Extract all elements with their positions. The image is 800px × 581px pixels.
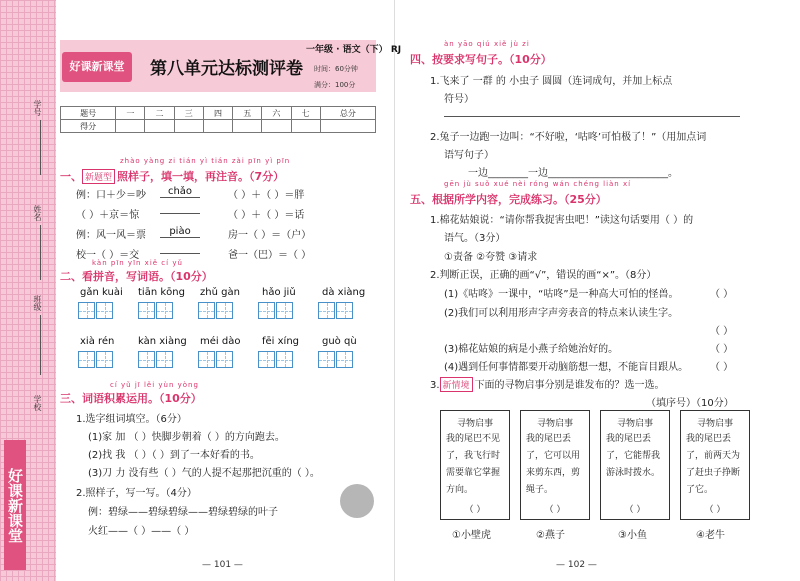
s1-line2-answer[interactable] [160,213,200,214]
section2-pinyin: kàn pīn yīn xiě cí yǔ [92,259,183,267]
school-label: 学校 [33,395,42,411]
section2-title: 二、看拼音，写词语。（10分） [60,270,213,283]
section4-title: 四、按要求写句子。（10分） [410,53,552,66]
s3-q2-example: 例：碧绿——碧绿碧绿——碧绿碧绿的叶子 [88,507,278,518]
judgement-paren[interactable]: （ ） [710,326,734,337]
writing-grid-box[interactable] [156,302,173,319]
name-line [40,225,41,280]
brand-logo: 好课新课堂 [62,52,132,82]
score-table-score-row [61,120,376,133]
notice-card-answer[interactable]: （ ） [704,505,726,515]
writing-grid-box[interactable] [216,351,233,368]
score-input-cell[interactable] [116,120,145,133]
pinyin-word: xià rén [80,336,115,347]
pinyin-word: méi dào [200,336,241,347]
score-table [60,106,376,133]
writing-grid-box[interactable] [138,302,155,319]
choice-option[interactable]: ②燕子 [536,530,565,541]
notice-card-body: 我的尾巴丢了，它可以用来剪东西，剪绳子。 [526,434,581,495]
s5-q2-item1: (1)《咕咚》一课中，“咕咚”是一种高大可怕的怪兽。 [444,289,679,300]
s5-q1-cont: 语气。（3分） [444,233,506,244]
s1-line3-right[interactable]: 房一（ ）＝（户） [228,230,312,241]
s3-q1-line1[interactable]: (1)家 加 （ ）快脚步朝着（ ）的方向跑去。 [88,432,285,443]
s1-line1-left: 例：口＋少＝吵 [76,190,146,201]
section1-pinyin: zhào yàng zi tián yì tián zài pīn yì pīn [120,157,291,165]
writing-grid-box[interactable] [96,302,113,319]
judgement-paren[interactable]: （ ） [710,289,734,300]
notice-card [440,410,510,520]
section4-pinyin: àn yāo qiú xiě jù zi [444,40,530,48]
s4-q2-answer-line[interactable]: 一边________一边________________________。 [468,168,678,179]
score-table-cell: 题号 [61,107,116,120]
score-input-cell[interactable] [320,120,375,133]
score-input-cell[interactable] [203,120,232,133]
name-label: 姓名 [33,205,42,221]
s4-q1-cont: 符号） [444,94,474,105]
s1-line2-right[interactable]: （ ）＋（ ）＝话 [228,210,305,221]
page-number-right: — 102 — [556,560,597,570]
score-table-cell: 五 [233,107,262,120]
page-spine [394,0,395,581]
score-table-cell: 四 [203,107,232,120]
notice-card-answer[interactable]: （ ） [464,505,486,515]
s5-q1[interactable]: 1.棉花姑娘说：“请你帮我捉害虫吧！”读这句话要用（ ）的 [430,215,694,226]
score-input-cell[interactable] [145,120,174,133]
page-number-left: — 101 — [202,560,243,570]
score-table-cell: 六 [262,107,291,120]
s1-line3-left: 例：风一风＝票 [76,230,146,241]
notice-card-answer[interactable]: （ ） [544,505,566,515]
s5-q2-item2: (2)我们可以利用形声字声旁表音的特点来认读生字。 [444,308,679,319]
judgement-paren[interactable]: （ ） [710,362,734,373]
s4-q1: 1.飞来了 一群 的 小虫子 圆圆（连词成句，并加上标点 [430,76,673,87]
writing-grid-box[interactable] [78,351,95,368]
pinyin-word: hǎo jiǔ [262,287,296,298]
section1-title: 照样子，填一填，再注音。（7分） [117,170,285,183]
brand-vertical-logo: 好课新课堂 [4,440,26,570]
writing-grid-box[interactable] [336,302,353,319]
new-type-tag: 新题型 [82,169,115,184]
notice-card-body: 我的尾巴丢了，它能帮我游泳时拨水。 [606,434,661,478]
class-line [40,315,41,375]
time-limit: 时间：60分钟 [314,65,358,73]
writing-grid-box[interactable] [78,302,95,319]
section1-heading: 一、 新题型 照样子，填一填，再注音。（7分） [60,170,285,183]
pinyin-word: fēi xíng [262,336,300,347]
s1-line1-right[interactable]: （ ）＋（ ）＝胖 [228,190,305,201]
score-input-cell[interactable] [233,120,262,133]
pinyin-word: tiān kōng [138,287,185,298]
score-table-cell: 一 [116,107,145,120]
notice-card [520,410,590,520]
student-id-line [40,120,41,175]
writing-grid-box[interactable] [96,351,113,368]
s1-line1-answer[interactable]: chǎo [160,186,200,198]
section3-pinyin: cí yǔ jī lěi yùn yòng [110,381,199,389]
writing-grid-box[interactable] [138,351,155,368]
s5-q3: 3. 新情境 下面的寻物启事分别是谁发布的？选一选。 [430,376,665,392]
notice-card-answer[interactable]: （ ） [624,505,646,515]
writing-grid-box[interactable] [276,302,293,319]
writing-grid-box[interactable] [258,302,275,319]
choice-option[interactable]: ①小壁虎 [452,530,491,541]
s1-line4-answer[interactable] [160,253,200,254]
writing-grid-box[interactable] [216,302,233,319]
s3-q1: 1.选字组词填空。（6分） [76,414,187,425]
pinyin-word: guò qù [322,336,357,347]
pinyin-word: dà xiàng [322,287,366,298]
s1-line4-right[interactable]: 爸一（巴）＝（ ） [228,250,312,261]
score-table-cell: 七 [291,107,320,120]
s5-q2-item3: (3)棉花姑娘的病是小燕子给她治好的。 [444,344,619,355]
score-input-cell[interactable] [174,120,203,133]
notice-card-title: 寻物启事 [456,419,493,429]
writing-grid-box[interactable] [198,351,215,368]
writing-grid-box[interactable] [258,351,275,368]
section5-title: 五、根据所学内容，完成练习。（25分） [410,193,607,206]
score-input-cell[interactable] [291,120,320,133]
writing-grid-box[interactable] [276,351,293,368]
notice-card-body: 我的尾巴不见了，我飞行时需要靠它掌握方向。 [446,434,501,495]
s1-line3-answer[interactable]: piào [160,226,200,238]
pinyin-word: kàn xiàng [138,336,187,347]
writing-grid-box[interactable] [198,302,215,319]
notice-card-title: 寻物启事 [536,419,573,429]
s5-q3-note: （填序号）（10分） [646,398,734,409]
grade-subject: 一年级 · 语文（下） RJ [306,45,402,55]
score-row-label: 得分 [61,120,116,133]
writing-grid-box[interactable] [318,351,335,368]
notice-card-title: 寻物启事 [616,419,653,429]
full-score: 满分：100分 [314,81,356,89]
notice-card-title: 寻物启事 [696,419,733,429]
s1-line2-left[interactable]: （ ）＋京＝惊 [76,210,140,221]
writing-grid-box[interactable] [156,351,173,368]
notice-card-body: 我的尾巴丢了，前两天为了赶虫子挣断了它。 [686,434,741,495]
s3-q2: 2.照样子，写一写。（4分） [76,488,197,499]
binding-margin-strip [0,0,56,581]
s5-q2-item4: (4)遇到任何事情都要开动脑筋想一想，不能盲目跟从。 [444,362,689,373]
s1-line4-left[interactable]: 校一（ ）＝交 [76,250,140,261]
score-table-cell: 二 [145,107,174,120]
s4-q1-answer-line[interactable] [444,116,740,117]
score-table-header-row [61,107,376,120]
judgement-paren[interactable]: （ ） [710,344,734,355]
score-table-cell: 总分 [320,107,375,120]
s5-q2: 2.判断正误，正确的画“√”，错误的画“×”。（8分） [430,270,657,281]
section5-pinyin: gēn jù suǒ xué nèi róng wán chéng liàn xí [444,180,632,188]
s5-q3-text: 下面的寻物启事分别是谁发布的？选一选。 [474,380,665,391]
s4-q2-cont: 语写句子） [444,150,494,161]
page-title: 第八单元达标测评卷 [150,59,303,79]
class-label: 班级 [33,295,42,311]
writing-grid-box[interactable] [336,351,353,368]
notice-card [600,410,670,520]
pinyin-word: gǎn kuài [80,287,123,298]
s3-q2-answer-line[interactable]: 火红——（ ）——（ ） [88,526,195,537]
s5-q1-options[interactable]: ①责备 ②夸赞 ③请求 [444,252,538,263]
score-table-cell: 三 [174,107,203,120]
s4-q2: 2.兔子一边跑一边叫：“不好啦，‘咕咚’可怕极了！”（用加点词 [430,132,707,143]
pinyin-word: zhǔ gàn [200,287,240,298]
new-context-tag: 新情境 [440,377,473,392]
s3-q1-line3[interactable]: (3)刀 力 没有些（ ）气的人提不起那把沉重的（ ）。 [88,468,320,479]
choice-option[interactable]: ④老牛 [696,530,725,541]
choice-option[interactable]: ③小鱼 [618,530,647,541]
s3-q1-line2[interactable]: (2)找 我 （ ）（ ）到了一本好看的书。 [88,450,260,461]
section3-title: 三、词语积累运用。（10分） [60,392,202,405]
notice-card [680,410,750,520]
sun-mascot-icon [340,484,374,518]
student-id-label: 学号 [33,100,42,116]
writing-grid-box[interactable] [318,302,335,319]
score-input-cell[interactable] [262,120,291,133]
